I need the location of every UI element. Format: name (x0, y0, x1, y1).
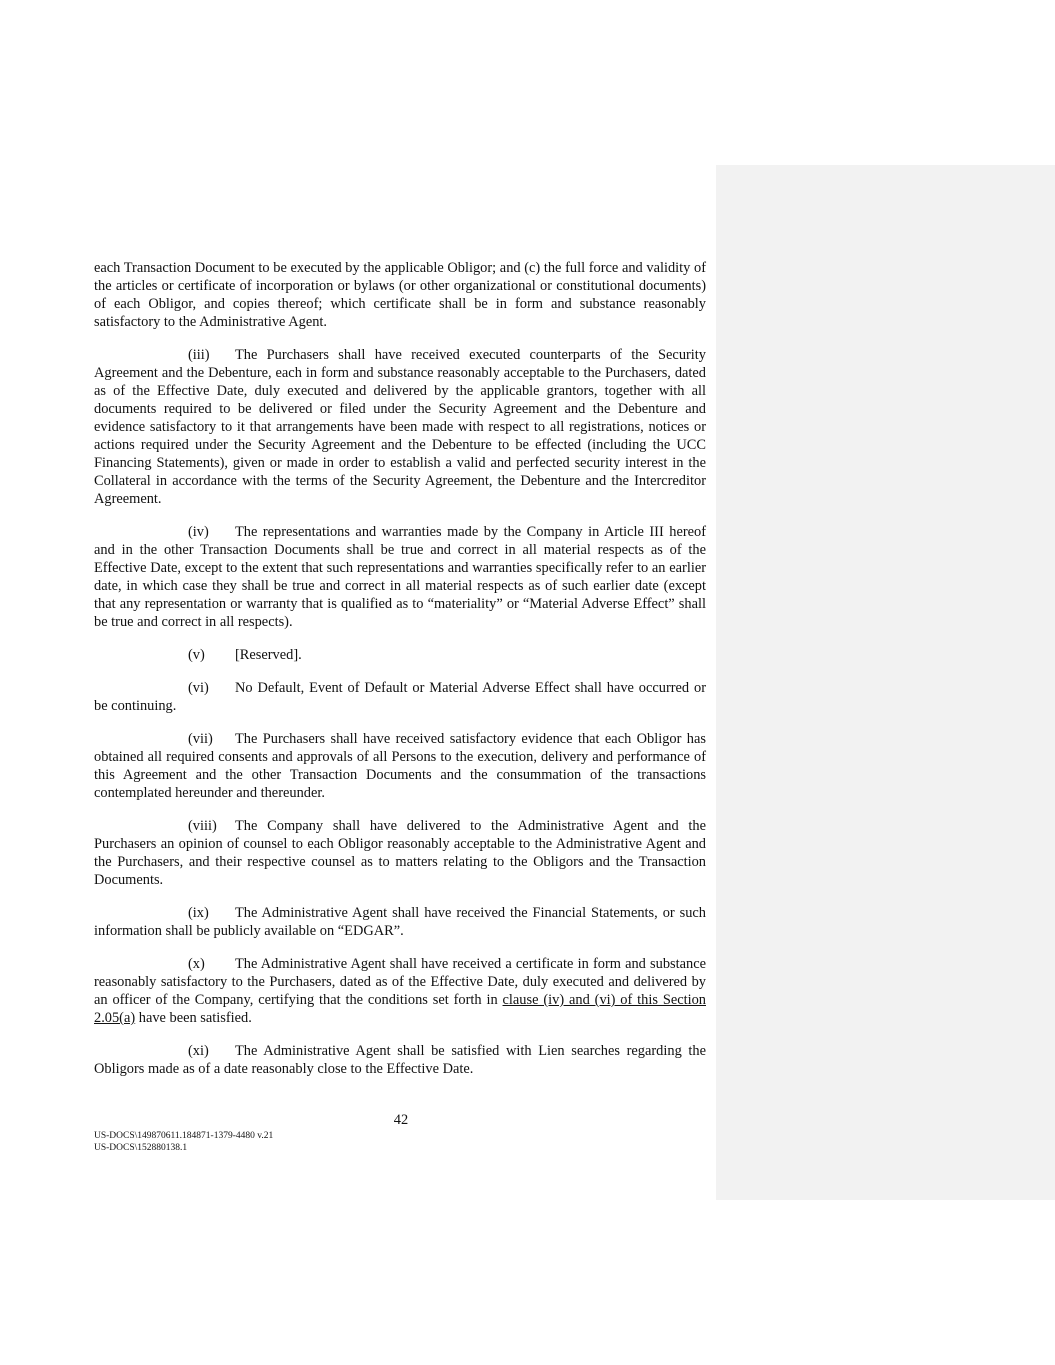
paragraph-viii (94, 817, 706, 889)
paragraph-iii (94, 346, 706, 508)
paragraph-v (94, 646, 706, 664)
paragraph-number: (xi) (188, 1043, 209, 1059)
paragraph-text: The Purchasers shall have received satisfactory evidence that each Obligor has obtained all required consents and approvals of all Persons to the execution, delivery and performance of this Agreement and the other Transaction Documents and the consummation of the transactions contemplated hereunder and thereunder. (94, 731, 706, 801)
paragraph-number: (viii) (188, 818, 217, 834)
paragraph-text: The Administrative Agent shall have received the Financial Statements, or such information shall be publicly available on “EDGAR”. (94, 905, 706, 939)
paragraph-number: (iv) (188, 524, 209, 540)
paragraph-text-tail: have been satisfied. (135, 1010, 252, 1026)
paragraph-ix (94, 904, 706, 940)
paragraph-x (94, 955, 706, 1027)
comment-pane (716, 165, 1055, 1200)
paragraph-xi (94, 1042, 706, 1078)
paragraph-text: No Default, Event of Default or Material Adverse Effect shall have occurred or be continuing. (94, 680, 706, 714)
paragraph-text: The representations and warranties made by the Company in Article III hereof and in the other Transaction Documents shall be true and correct in all material respects as of the Effective Date, except to the extent that such representations and warranties specifically refer to an earlier date, in which case they shall be true and correct in all material respects as of such earlier date (except that any representation or warranty that is qualified as to “materiality” or “Material Adverse Effect” shall be true and correct in all respects). (94, 524, 706, 630)
page-number: 42 (393, 1112, 409, 1128)
paragraph-iv (94, 523, 706, 631)
footer-doc-id: US-DOCS\152880138.1 (94, 1143, 188, 1153)
paragraph-continuation (94, 259, 706, 331)
paragraph-text: The Purchasers shall have received executed counterparts of the Security Agreement and the Debenture, each in form and substance reasonably acceptable to the Purchasers, dated as of the Effective Date, duly executed and delivered by the applicable grantors, together with all documents required to be delivered or filed under the Security Agreement and the Debenture and evidence satisfactory to it that arrangements have been made with respect to all registrations, notices or actions required under the Security Agreement and the Debenture to be effected (including the UCC Financing Statements), given or made in order to establish a valid and perfected security interest in the Collateral in accordance with the terms of the Security Agreement, the Debenture and the Intercreditor Agreement. (94, 347, 706, 507)
paragraph-number: (ix) (188, 905, 209, 921)
paragraph-text: [Reserved]. (235, 647, 302, 663)
paragraph-text: The Administrative Agent shall have received a certificate in form and substance reasonably satisfactory to the Purchasers, dated as of the Effective Date, duly executed and delivered by an officer of the Company, certifying that the conditions set forth in (94, 956, 706, 1008)
paragraph-vii (94, 730, 706, 802)
paragraph-number: (iii) (188, 347, 210, 363)
paragraph-text: each Transaction Document to be executed by the applicable Obligor; and (c) the full force and validity of the articles or certificate of incorporation or bylaws (or other organizational or constitutional documents) of each Obligor, and copies thereof; which certificate shall be in form and substance reasonably satisfactory to the Administrative Agent. (94, 260, 706, 330)
paragraph-text: The Administrative Agent shall be satisfied with Lien searches regarding the Obligors made as of a date reasonably close to the Effective Date. (94, 1043, 706, 1077)
paragraph-number: (x) (188, 956, 205, 972)
paragraph-number: (vi) (188, 680, 209, 696)
document-body (94, 259, 706, 1093)
paragraph-number: (vii) (188, 731, 213, 747)
document-footer (94, 1130, 273, 1154)
footer-doc-id: US-DOCS\149870611.184871-1379-4480 v.21 (94, 1131, 274, 1141)
paragraph-text: The Company shall have delivered to the Administrative Agent and the Purchasers an opinion of counsel to each Obligor reasonably acceptable to the Administrative Agent and the Purchasers, and their respective counsel as to matters relating to the Obligors and the Transaction Documents. (94, 818, 706, 888)
paragraph-number: (v) (188, 647, 205, 663)
paragraph-vi (94, 679, 706, 715)
cross-reference-link[interactable]: clause (iv) and (vi) of this Section 2.05(a) (94, 992, 706, 1026)
